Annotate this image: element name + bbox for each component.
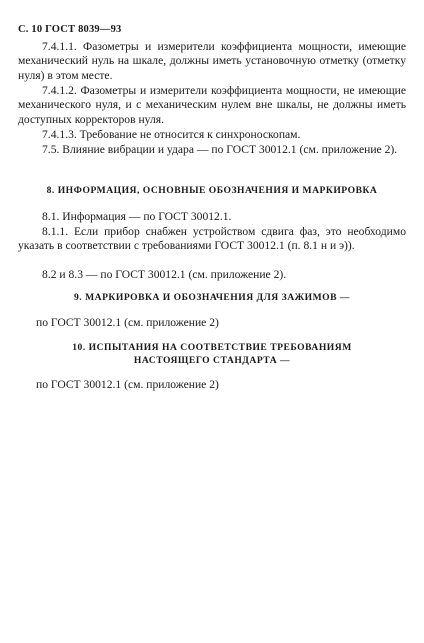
section-heading-9: 9. МАРКИРОВКА И ОБОЗНАЧЕНИЯ ДЛЯ ЗАЖИМОВ — — [74, 292, 350, 303]
paragraph-7-4-1-3: 7.4.1.3. Требование не относится к синхроноскопам. — [42, 128, 301, 141]
section-heading-10-line2: НАСТОЯЩЕГО СТАНДАРТА — — [133, 355, 291, 366]
section-9-body: по ГОСТ 30012.1 (см. приложение 2) — [36, 316, 219, 329]
paragraph-8-1-1: 8.1.1. Если прибор снабжен устройством сдвига фаз, это необходимо указать в соответствии с требованиями ГОСТ 30012.1 (п. 8.1 н и э)). — [18, 225, 406, 253]
section-heading-8: 8. ИНФОРМАЦИЯ, ОСНОВНЫЕ ОБОЗНАЧЕНИЯ И МАРКИРОВКА — [46, 185, 378, 196]
paragraph-8-2-8-3: 8.2 и 8.3 — по ГОСТ 30012.1 (см. приложение 2). — [42, 268, 287, 281]
paragraph-7-4-1-1: 7.4.1.1. Фазометры и измерители коэффициента мощности, имеющие механический нуль на шкале, должны иметь установочную отметку (отметку нуля) в этом месте. — [18, 40, 406, 82]
paragraph-7-4-1-2: 7.4.1.2. Фазометры и измерители коэффициента мощности, не имеющие механического нуля, и с механическим нулем вне шкалы, не должны иметь доступных корректоров нуля. — [18, 84, 406, 126]
paragraph-8-1: 8.1. Информация — по ГОСТ 30012.1. — [42, 210, 232, 223]
section-10-body: по ГОСТ 30012.1 (см. приложение 2) — [36, 378, 219, 391]
page-header: С. 10 ГОСТ 8039—93 — [18, 24, 122, 35]
section-heading-10-line1: 10. ИСПЫТАНИЯ НА СООТВЕТСТВИЕ ТРЕБОВАНИЯМ — [72, 342, 352, 353]
paragraph-7-5: 7.5. Влияние вибрации и удара — по ГОСТ 30012.1 (см. приложение 2). — [42, 143, 398, 156]
